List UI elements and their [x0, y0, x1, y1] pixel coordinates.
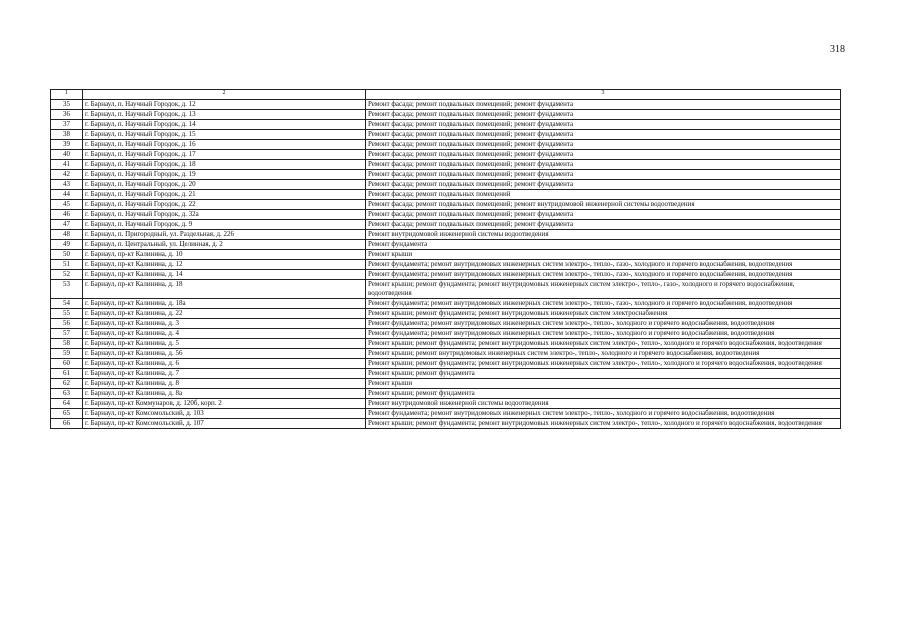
row-number: 59: [51, 349, 83, 359]
table-row: [51, 369, 841, 379]
row-works: Ремонт фасада; ремонт подвальных помещений; ремонт фундамента: [366, 170, 841, 180]
table-row: [51, 309, 841, 319]
row-number: 36: [51, 110, 83, 120]
row-address: г. Барнаул, п. Научный Городок, д. 19: [83, 170, 366, 180]
row-number: 44: [51, 190, 83, 200]
table-row: [51, 170, 841, 180]
table-row: [51, 280, 841, 299]
row-number: 42: [51, 170, 83, 180]
row-address: г. Барнаул, п. Научный Городок, д. 14: [83, 120, 366, 130]
row-address: г. Барнаул, пр-кт Калинина, д. 8а: [83, 389, 366, 399]
row-works: Ремонт фундамента; ремонт внутридомовых инженерных систем электро-, тепло-, газо-, холодного и горячего водоснабжения, водоотведения: [366, 270, 841, 280]
table-row: [51, 200, 841, 210]
table-row: [51, 180, 841, 190]
row-works: Ремонт крыши; ремонт фундамента: [366, 369, 841, 379]
row-works: Ремонт фасада; ремонт подвальных помещений; ремонт внутридомовой инженерной системы водоотведения: [366, 200, 841, 210]
table-row: [51, 140, 841, 150]
table-row: [51, 160, 841, 170]
row-number: 37: [51, 120, 83, 130]
row-works: Ремонт фасада; ремонт подвальных помещений; ремонт фундамента: [366, 210, 841, 220]
row-number: 51: [51, 260, 83, 270]
row-address: г. Барнаул, п. Научный Городок, д. 21: [83, 190, 366, 200]
row-works: Ремонт крыши; ремонт фундамента: [366, 389, 841, 399]
row-address: г. Барнаул, п. Научный Городок, д. 16: [83, 140, 366, 150]
page-number: 318: [830, 44, 845, 55]
row-address: г. Барнаул, п. Пригородный, ул. Раздельная, д. 226: [83, 230, 366, 240]
row-works: Ремонт фундамента; ремонт внутридомовых инженерных систем электро-, тепло-, холодного и горячего водоснабжения, водоотведения: [366, 409, 841, 419]
row-address: г. Барнаул, пр-кт Калинина, д. 8: [83, 379, 366, 389]
row-address: г. Барнаул, п. Научный Городок, д. 17: [83, 150, 366, 160]
row-number: 40: [51, 150, 83, 160]
row-address: г. Барнаул, пр-кт Калинина, д. 56: [83, 349, 366, 359]
row-number: 61: [51, 369, 83, 379]
row-address: г. Барнаул, пр-кт Комсомольский, д. 107: [83, 419, 366, 429]
row-works: Ремонт крыши; ремонт внутридомовых инженерных систем электро-, тепло-, холодного и горячего водоснабжения, водоотведения: [366, 349, 841, 359]
row-works: Ремонт фундамента; ремонт внутридомовых инженерных систем электро-, тепло-, холодного и горячего водоснабжения, водоотведения: [366, 319, 841, 329]
row-works: Ремонт крыши: [366, 250, 841, 260]
row-works: Ремонт фасада; ремонт подвальных помещений; ремонт фундамента: [366, 120, 841, 130]
row-number: 45: [51, 200, 83, 210]
row-works: Ремонт крыши; ремонт фундамента; ремонт внутридомовых инженерных систем электро-, тепло-, газо-, холодного и горячего водоснабжения, водоотведения: [366, 280, 841, 299]
row-works: Ремонт крыши; ремонт фундамента; ремонт внутридомовых инженерных систем электро-, тепло-, холодного и горячего водоснабжения, водоотведения: [366, 339, 841, 349]
table-row: [51, 240, 841, 250]
row-number: 62: [51, 379, 83, 389]
table-row: [51, 399, 841, 409]
row-address: г. Барнаул, п. Научный Городок, д. 12: [83, 100, 366, 110]
row-works: Ремонт фундамента; ремонт внутридомовых инженерных систем электро-, тепло-, холодного и горячего водоснабжения, водоотведения: [366, 329, 841, 339]
table-header-row: [51, 90, 841, 100]
row-address: г. Барнаул, пр-кт Комсомольский, д. 103: [83, 409, 366, 419]
row-address: г. Барнаул, п. Научный Городок, д. 32а: [83, 210, 366, 220]
row-works: Ремонт фасада; ремонт подвальных помещений; ремонт фундамента: [366, 180, 841, 190]
table-row: [51, 359, 841, 369]
row-works: Ремонт внутридомовой инженерной системы водоотведения: [366, 399, 841, 409]
row-address: г. Барнаул, пр-кт Калинина, д. 18: [83, 280, 366, 299]
row-works: Ремонт крыши: [366, 379, 841, 389]
row-works: Ремонт фасада; ремонт подвальных помещений; ремонт фундамента: [366, 220, 841, 230]
row-number: 41: [51, 160, 83, 170]
row-number: 47: [51, 220, 83, 230]
row-number: 38: [51, 130, 83, 140]
row-address: г. Барнаул, пр-кт Коммунаров, д. 120б, корп. 2: [83, 399, 366, 409]
row-works: Ремонт фундамента; ремонт внутридомовых инженерных систем электро-, тепло-, газо-, холодного и горячего водоснабжения, водоотведения: [366, 260, 841, 270]
row-works: Ремонт фундамента; ремонт внутридомовых инженерных систем электро-, тепло-, газо-, холодного и горячего водоснабжения, водоотведения: [366, 299, 841, 309]
row-address: г. Барнаул, пр-кт Калинина, д. 10: [83, 250, 366, 260]
row-works: Ремонт фасада; ремонт подвальных помещений; ремонт фундамента: [366, 140, 841, 150]
table-row: [51, 349, 841, 359]
row-address: г. Барнаул, п. Центральный, ул. Целинная, д. 2: [83, 240, 366, 250]
row-address: г. Барнаул, п. Научный Городок, д. 20: [83, 180, 366, 190]
table-row: [51, 190, 841, 200]
row-address: г. Барнаул, пр-кт Калинина, д. 18а: [83, 299, 366, 309]
row-number: 39: [51, 140, 83, 150]
row-number: 55: [51, 309, 83, 319]
table-body: [51, 100, 841, 429]
column-header-works: 3: [366, 90, 841, 100]
table-row: [51, 270, 841, 280]
row-address: г. Барнаул, пр-кт Калинина, д. 3: [83, 319, 366, 329]
table-row: [51, 409, 841, 419]
table-row: [51, 299, 841, 309]
table-row: [51, 210, 841, 220]
row-number: 58: [51, 339, 83, 349]
table-row: [51, 250, 841, 260]
row-number: 53: [51, 280, 83, 299]
row-works: Ремонт фасада; ремонт подвальных помещений; ремонт фундамента: [366, 150, 841, 160]
column-header-address: 2: [83, 90, 366, 100]
row-address: г. Барнаул, п. Научный Городок, д. 13: [83, 110, 366, 120]
table-row: [51, 319, 841, 329]
table-row: [51, 230, 841, 240]
row-address: г. Барнаул, п. Научный Городок, д. 15: [83, 130, 366, 140]
repair-registry-table: [50, 89, 841, 429]
table-row: [51, 339, 841, 349]
table-row: [51, 220, 841, 230]
table-row: [51, 329, 841, 339]
column-header-number: 1: [51, 90, 83, 100]
row-number: 35: [51, 100, 83, 110]
table-row: [51, 120, 841, 130]
row-address: г. Барнаул, пр-кт Калинина, д. 7: [83, 369, 366, 379]
table-row: [51, 130, 841, 140]
row-works: Ремонт крыши; ремонт фундамента; ремонт внутридомовых инженерных систем электро-, тепло-, холодного и горячего водоснабжения, водоотведения: [366, 419, 841, 429]
row-number: 43: [51, 180, 83, 190]
row-address: г. Барнаул, пр-кт Калинина, д. 22: [83, 309, 366, 319]
table-row: [51, 260, 841, 270]
row-address: г. Барнаул, п. Научный Городок, д. 22: [83, 200, 366, 210]
row-works: Ремонт крыши; ремонт фундамента; ремонт внутридомовых инженерных систем электроснабжения: [366, 309, 841, 319]
row-works: Ремонт фасада; ремонт подвальных помещений; ремонт фундамента: [366, 110, 841, 120]
row-number: 63: [51, 389, 83, 399]
row-number: 49: [51, 240, 83, 250]
row-works: Ремонт фасада; ремонт подвальных помещений; ремонт фундамента: [366, 160, 841, 170]
row-works: Ремонт крыши; ремонт фундамента; ремонт внутридомовых инженерных систем электро-, тепло-, холодного и горячего водоснабжения, водоотведения: [366, 359, 841, 369]
table-row: [51, 110, 841, 120]
row-number: 46: [51, 210, 83, 220]
row-number: 65: [51, 409, 83, 419]
row-number: 60: [51, 359, 83, 369]
row-number: 64: [51, 399, 83, 409]
row-address: г. Барнаул, пр-кт Калинина, д. 14: [83, 270, 366, 280]
row-number: 48: [51, 230, 83, 240]
row-address: г. Барнаул, пр-кт Калинина, д. 4: [83, 329, 366, 339]
row-number: 66: [51, 419, 83, 429]
table-row: [51, 150, 841, 160]
table-row: [51, 419, 841, 429]
row-number: 54: [51, 299, 83, 309]
table-row: [51, 389, 841, 399]
table-row: [51, 379, 841, 389]
row-works: Ремонт фасада; ремонт подвальных помещений; ремонт фундамента: [366, 100, 841, 110]
row-works: Ремонт фасада; ремонт подвальных помещений; ремонт фундамента: [366, 130, 841, 140]
row-number: 57: [51, 329, 83, 339]
row-address: г. Барнаул, п. Научный Городок, д. 18: [83, 160, 366, 170]
row-works: Ремонт фасада; ремонт подвальных помещений: [366, 190, 841, 200]
row-address: г. Барнаул, пр-кт Калинина, д. 12: [83, 260, 366, 270]
row-address: г. Барнаул, пр-кт Калинина, д. 5: [83, 339, 366, 349]
row-works: Ремонт внутридомовой инженерной системы водоотведения: [366, 230, 841, 240]
row-number: 56: [51, 319, 83, 329]
row-works: Ремонт фундамента: [366, 240, 841, 250]
row-number: 50: [51, 250, 83, 260]
row-address: г. Барнаул, п. Научный Городок, д. 9: [83, 220, 366, 230]
table-row: [51, 100, 841, 110]
row-address: г. Барнаул, пр-кт Калинина, д. 6: [83, 359, 366, 369]
row-number: 52: [51, 270, 83, 280]
